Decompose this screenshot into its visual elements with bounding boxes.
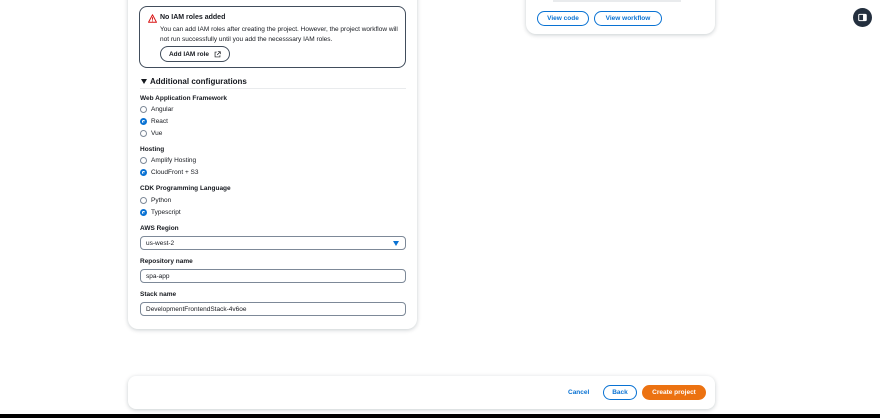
alert-title: No IAM roles added: [160, 14, 226, 21]
caret-down-icon: [393, 241, 399, 246]
stack-name-label: Stack name: [140, 291, 177, 298]
add-iam-role-label: Add IAM role: [168, 50, 210, 58]
radio-amplify-hosting[interactable]: [140, 157, 196, 164]
external-link-icon: [214, 51, 221, 58]
add-iam-role-button[interactable]: [160, 46, 230, 62]
repository-name-value: spa-app: [146, 272, 170, 280]
additional-configurations-toggle[interactable]: [141, 77, 247, 86]
panel-icon: [858, 13, 867, 22]
radio-vue[interactable]: [140, 130, 162, 137]
create-project-label: Create project: [652, 389, 696, 396]
warning-icon: [148, 14, 157, 23]
back-button[interactable]: [603, 385, 637, 400]
radio-typescript[interactable]: [140, 209, 181, 216]
radio-label: CloudFront + S3: [151, 169, 199, 176]
radio-python[interactable]: [140, 197, 171, 204]
framework-label: Web Application Framework: [140, 95, 228, 102]
aws-region-label: AWS Region: [140, 225, 179, 232]
radio-label: Typescript: [151, 209, 181, 216]
radio-button[interactable]: [140, 130, 147, 137]
section-title: Additional configurations: [150, 77, 247, 86]
radio-button[interactable]: [140, 197, 147, 204]
stack-name-input[interactable]: [140, 302, 406, 316]
radio-react[interactable]: [140, 118, 168, 125]
side-panel-toggle-button[interactable]: [853, 8, 872, 27]
view-code-button[interactable]: [537, 11, 589, 26]
radio-button[interactable]: [140, 169, 147, 176]
cancel-button[interactable]: Cancel: [568, 389, 590, 396]
radio-button[interactable]: [140, 106, 147, 113]
iam-warning-alert: [139, 6, 406, 68]
radio-label: React: [151, 118, 168, 125]
radio-angular[interactable]: [140, 106, 173, 113]
radio-label: Vue: [151, 130, 163, 137]
radio-cloudfront-s3[interactable]: [140, 169, 199, 176]
repository-name-label: Repository name: [140, 258, 193, 265]
radio-button[interactable]: [140, 118, 147, 125]
view-workflow-label: View workflow: [605, 15, 651, 22]
radio-button[interactable]: [140, 157, 147, 164]
alert-message: You can add IAM roles after creating the project. However, the project workflow will not run successfully until you add the necesssary IAM roles.: [160, 26, 398, 43]
back-label: Back: [612, 389, 628, 396]
aws-region-value: us-west-2: [146, 239, 175, 247]
view-code-label: View code: [547, 15, 579, 22]
preview-divider: [553, 0, 681, 2]
hosting-label: Hosting: [140, 146, 165, 153]
repository-name-input[interactable]: [140, 269, 406, 283]
bottom-edge: [0, 414, 880, 418]
radio-label: Angular: [151, 106, 174, 113]
section-divider: [140, 88, 406, 89]
radio-label: Amplify Hosting: [151, 157, 197, 164]
create-project-button[interactable]: [642, 385, 706, 400]
radio-label: Python: [151, 197, 172, 204]
stack-name-value: DevelopmentFrontendStack-4v6oe: [146, 305, 247, 313]
cdk-language-label: CDK Programming Language: [140, 185, 231, 192]
radio-button[interactable]: [140, 209, 147, 216]
view-workflow-button[interactable]: [594, 11, 662, 26]
aws-region-select[interactable]: [140, 236, 406, 250]
caret-down-icon: [141, 79, 147, 84]
